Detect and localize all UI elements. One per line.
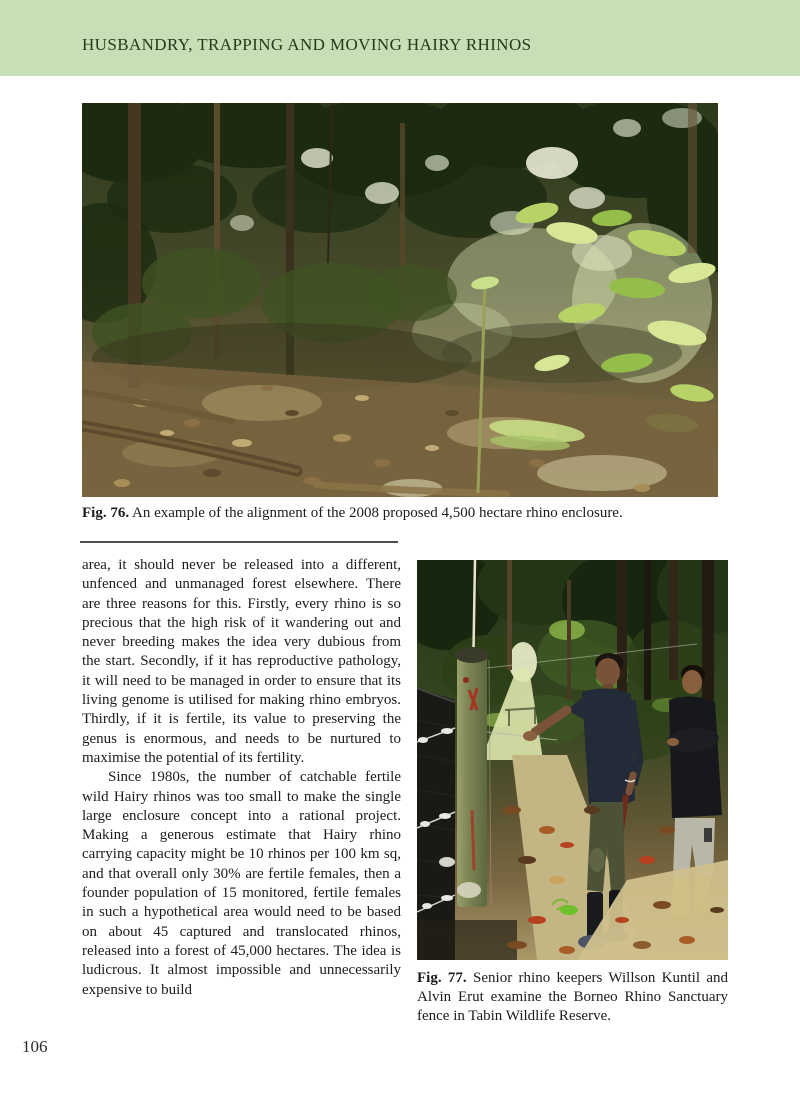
- fig77-fence-photo: [417, 560, 728, 960]
- body-paragraph-1: area, it should never be released into a different, unfenced and unmanaged forest elsewhere. There are three reasons for this. Firstly, every rhino is so precious that the high risk of it wandering out and never breeding makes the idea very dubious from the start. Secondly, if it has reproductive pathology, it will need to be managed in order to ensure that its living genome is utilised for making rhino embryos. Thirdly, if it is fertile, its value to preserving the genus is enormous, and needs to be nurtured to maximise the potential of its fertility.: [82, 557, 401, 766]
- figure-77: [417, 560, 728, 960]
- body-text-column: [82, 556, 401, 1000]
- header-band: [0, 0, 800, 76]
- page-number: 106: [22, 1037, 48, 1056]
- page-title: HUSBANDRY, TRAPPING AND MOVING HAIRY RHINOS: [82, 35, 532, 54]
- fig76-forest-photo: [82, 103, 718, 497]
- figure-76: [82, 103, 718, 497]
- section-divider-line: [80, 541, 398, 543]
- fig76-caption-text: An example of the alignment of the 2008 proposed 4,500 hectare rhino enclosure.: [132, 505, 623, 521]
- fig77-caption-text: Senior rhino keepers Willson Kuntil and Alvin Erut examine the Borneo Rhino Sanctuary fence in Tabin Wildlife Reserve.: [417, 970, 728, 1024]
- body-paragraph-2: Since 1980s, the number of catchable fertile wild Hairy rhinos was too small to make the single large enclosure concept into a rational project. Making a generous estimate that Hairy rhino carrying capacity might be 10 rhinos per 100 km sq, and that overall only 30% are fertile females, then a founder population of 15 monitored, fertile females in such a hypothetical area would need to be based on about 45 captured and translocated rhinos, released into a forest of 45,000 hectares. The idea is ludicrous. It almost impossible and unnecessarily expensive to build: [82, 769, 401, 998]
- fig76-caption-label: Fig. 76.: [82, 505, 130, 521]
- fig77-caption: [417, 969, 728, 1026]
- fig77-caption-label: Fig. 77.: [417, 970, 467, 986]
- fig76-caption: [82, 504, 718, 523]
